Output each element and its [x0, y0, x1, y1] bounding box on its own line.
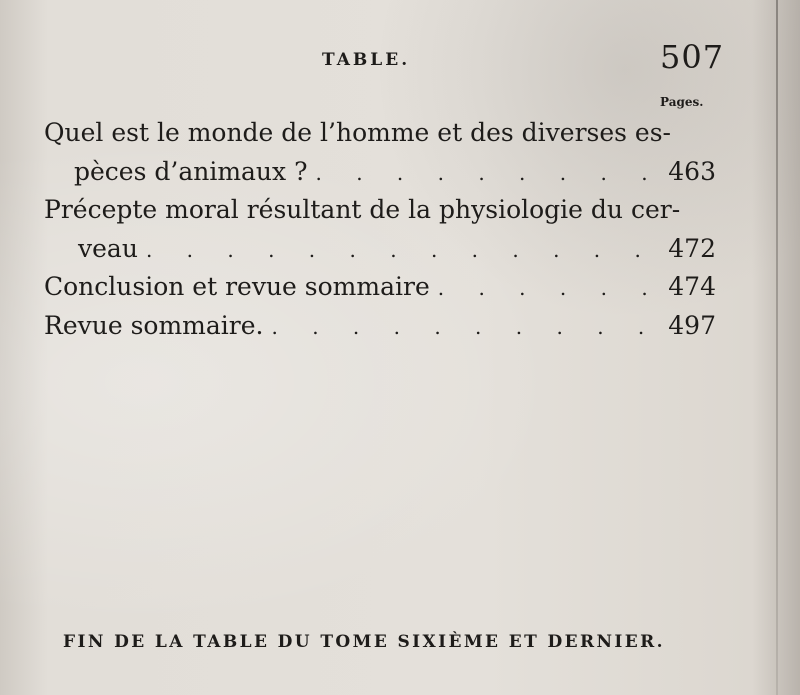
toc-entry-line	[44, 114, 716, 153]
toc-entry-text: Revue sommaire.	[44, 310, 264, 340]
toc-entry-line	[44, 307, 716, 346]
toc-entry-line	[44, 153, 716, 192]
toc-entry-text: Précepte moral résultant de la physiologie du cer-	[44, 195, 681, 224]
toc-entry-line	[44, 268, 716, 307]
toc-entry-text: Conclusion et revue sommaire	[44, 272, 430, 301]
dot-leader	[271, 308, 662, 347]
dot-leader	[438, 269, 663, 308]
page-number: 507	[660, 38, 725, 76]
toc-page-number: 497	[668, 310, 716, 340]
dot-leader	[146, 231, 662, 270]
toc-page-number: 472	[668, 233, 716, 263]
toc-entry-text: veau	[78, 233, 138, 263]
page-edge-shadow	[776, 0, 778, 695]
toc-page-number: 463	[668, 156, 716, 186]
dot-leader	[315, 154, 662, 193]
table-of-contents	[44, 114, 716, 345]
toc-entry-line	[44, 230, 716, 269]
toc-page-number: 474	[668, 272, 716, 301]
pages-column-label: Pages.	[660, 95, 704, 109]
colophon: FIN DE LA TABLE DU TOME SIXIÈME ET DERNIER.	[63, 632, 665, 652]
running-head: TABLE.	[322, 50, 411, 70]
toc-entry-text: Quel est le monde de l’homme et des diverses es-	[44, 118, 671, 147]
toc-entry-text: pèces d’animaux ?	[74, 156, 308, 186]
toc-entry-line	[44, 191, 716, 230]
